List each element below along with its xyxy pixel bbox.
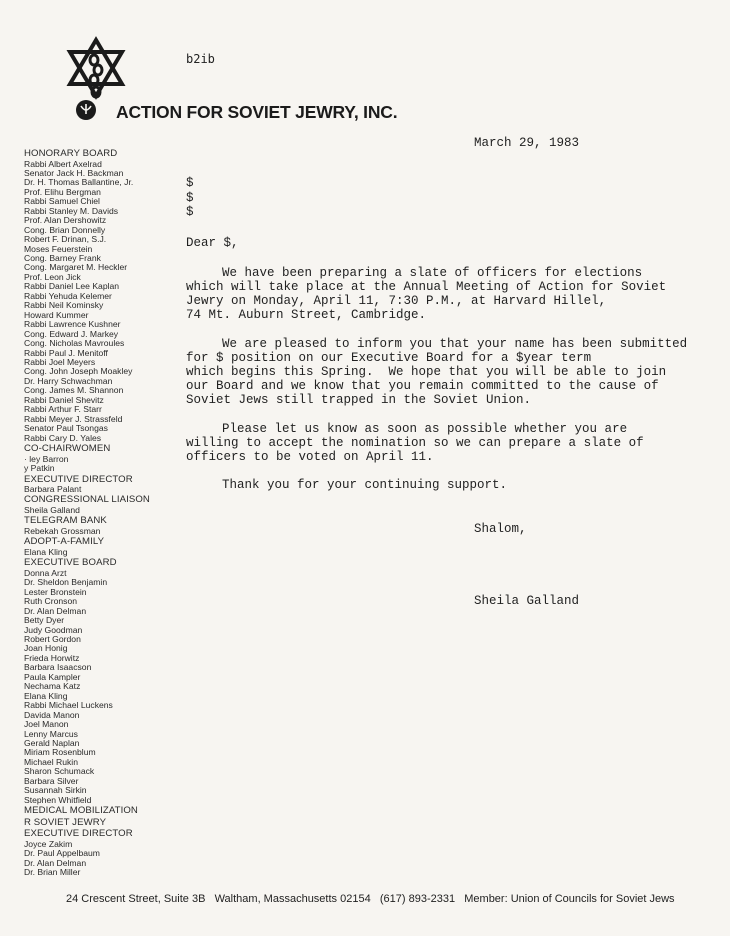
paragraph-1 [186,266,686,323]
sidebar-name: Rabbi Daniel Shevitz [24,394,104,405]
sidebar-name: Gerald Naplan [24,737,80,748]
footer-address: 24 Crescent Street, Suite 3B Waltham, Massachusetts 02154 (617) 893-2331 Member: Union of Councils for Soviet Jews [66,893,675,905]
sidebar-name: Barbara Isaacson [24,662,92,673]
sidebar-name: Paula Kampler [24,671,81,682]
sidebar-section [24,818,174,829]
sidebar-name: Prof. Elihu Bergman [24,186,101,197]
paragraph-line: Thank you for your continuing support. [222,478,508,493]
sidebar-section-title: ADOPT-A-FAMILY [24,536,105,548]
sidebar-name: Nechama Katz [24,681,81,692]
sidebar-name: Rabbi Stanley M. Davids [24,205,119,216]
sidebar-name: Ruth Cronson [24,596,78,607]
sidebar-name: Rabbi Michael Luckens [24,700,113,711]
sidebar-name: Rabbi Neil Kominsky [24,300,104,311]
sidebar-name: Miriam Rosenblum [24,747,96,758]
sidebar-name: Howard Kummer [24,309,89,320]
organization-name: ACTION FOR SOVIET JEWRY, INC. [116,102,398,122]
sidebar-section-title: EXECUTIVE BOARD [24,557,117,569]
paragraph-2 [186,337,686,408]
sidebar-name: Cong. Edward J. Markey [24,328,119,339]
sidebar-section [24,444,174,473]
sidebar-section-title: HONORARY BOARD [24,148,118,159]
sidebar-name: Betty Dyer [24,615,65,626]
sidebar-name: Judy Goodman [24,624,83,635]
sidebar-name: Rabbi Joel Meyers [24,357,96,368]
paragraph-3 [186,422,686,465]
sidebar-section [24,516,174,536]
sidebar-name: Dr. H. Thomas Ballantine, Jr. [24,177,134,188]
sidebar-name: Robert F. Drinan, S.J. [24,234,107,245]
sidebar-name: Dr. Sheldon Benjamin [24,577,108,588]
sidebar-name: Dr. Alan Delman [24,605,87,616]
paragraph-line: which will take place at the Annual Meeting of Action for Soviet [186,279,667,294]
sidebar-name: Dr. Harry Schwachman [24,375,113,386]
sidebar-section [24,149,174,443]
sidebar-name: Moses Feuerstein [24,243,93,254]
sidebar-name: Dr. Paul Appelbaum [24,848,100,859]
sidebar-name: Cong. Barney Frank [24,253,101,264]
paragraph-line: 74 Mt. Auburn Street, Cambridge. [186,308,427,323]
sidebar-name: Elana Kling [24,690,68,701]
sidebar-name: · ley Barron [24,453,69,464]
sidebar-name: Rabbi Meyer J. Strassfeld [24,413,123,424]
sidebar-name: Prof. Leon Jick [24,271,81,282]
sidebar-name: Davida Manon [24,709,80,720]
sidebar-section-title: MEDICAL MOBILIZATION [24,805,138,817]
address-line: $ [186,176,194,190]
sidebar-name: Rabbi Lawrence Kushner [24,319,121,330]
sidebar-section [24,537,174,557]
sidebar-name: Senator Jack H. Backman [24,167,124,178]
sidebar-name: Lester Bronstein [24,586,87,597]
sidebar-name: Donna Arzt [24,567,67,578]
sidebar-section-title: CONGRESSIONAL LIAISON [24,494,150,506]
letter-body [186,176,686,492]
sidebar-name: Rabbi Paul J. Menitoff [24,347,108,358]
paragraph-line: Jewry on Monday, April 11, 7:30 P.M., at Harvard Hillel, [186,294,607,309]
sidebar-section [24,475,174,495]
paragraph-line: We have been preparing a slate of officers for elections [222,265,643,280]
sidebar-name: Rabbi Samuel Chiel [24,196,100,207]
sidebar-name: Sheila Galland [24,504,80,515]
sidebar-name: Dr. Brian Miller [24,867,81,877]
sidebar-name: Senator Paul Tsongas [24,423,108,434]
sidebar-name: Lenny Marcus [24,728,78,739]
sidebar-name: Prof. Alan Dershowitz [24,215,107,226]
letter-date: March 29, 1983 [474,136,580,150]
paragraph-line: willing to accept the nomination so we can prepare a slate of [186,435,644,450]
sidebar-name: Rabbi Arthur F. Starr [24,404,102,415]
sidebar-name: Rebekah Grossman [24,525,101,536]
paragraph-line: Soviet Jews still trapped in the Soviet Union. [186,393,532,408]
paragraph-4 [186,478,686,492]
paragraph-line: Please let us know as soon as possible whether you are [222,421,628,436]
sidebar-name: y Patkin [24,463,55,474]
sidebar-section-title: TELEGRAM BANK [24,515,107,527]
sidebar-name: Stephen Whitfield [24,794,92,805]
closing: Shalom, [474,522,527,536]
document-code: b2ib [186,52,215,66]
paragraph-line: for $ position on our Executive Board for a $year term [186,350,592,365]
sidebar-name: Rabbi Daniel Lee Kaplan [24,281,120,292]
signer-name: Sheila Galland [474,594,580,608]
paragraph-line: We are pleased to inform you that your name has been submitted [222,336,688,351]
sidebar-name: Cong. Margaret M. Heckler [24,262,128,273]
sidebar-section-title: EXECUTIVE DIRECTOR [24,828,133,840]
sidebar-name: Rabbi Yehuda Kelemer [24,290,112,301]
paragraph-line: our Board and we know that you remain committed to the cause of [186,379,659,394]
sidebar-section-title: R SOVIET JEWRY [24,816,107,828]
sidebar-name: Rabbi Albert Axelrad [24,158,102,169]
sidebar-name: Barbara Silver [24,775,79,786]
paragraph-line: officers to be voted on April 11. [186,449,434,464]
sidebar-name: Michael Rukin [24,756,78,767]
sidebar-section [24,829,174,877]
sidebar-name: Joel Manon [24,719,69,730]
address-line: $ [186,190,194,205]
sidebar-name: Cong. Brian Donnelly [24,224,106,235]
sidebar-section [24,806,174,817]
sidebar-name: Cong. John Joseph Moakley [24,366,133,377]
sidebar-name: Cong. Nicholas Mavroules [24,338,125,349]
sidebar-name: Rabbi Cary D. Yales [24,432,102,443]
sidebar-name: Susannah Sirkin [24,785,87,796]
paragraph-line: which begins this Spring. We hope that you will be able to join [186,364,667,379]
sidebar-name: Barbara Palant [24,484,82,494]
address-line: $ [186,205,194,219]
sidebar-name: Sharon Schumack [24,766,95,777]
sidebar-name: Robert Gordon [24,633,81,644]
sidebar-name: Dr. Alan Delman [24,857,87,868]
board-sidebar [24,149,174,878]
sidebar-name: Joyce Zakim [24,838,73,849]
sidebar-name: Joan Honig [24,643,68,654]
sidebar-name: Elana Kling [24,546,68,557]
sidebar-name: Frieda Horwitz [24,652,80,663]
salutation: Dear $, [186,235,239,250]
sidebar-section-title: CO-CHAIRWOMEN [24,443,111,455]
sidebar-section [24,495,174,515]
sidebar-section [24,558,174,805]
sidebar-section-title: EXECUTIVE DIRECTOR [24,473,133,485]
sidebar-name: Cong. James M. Shannon [24,385,124,396]
